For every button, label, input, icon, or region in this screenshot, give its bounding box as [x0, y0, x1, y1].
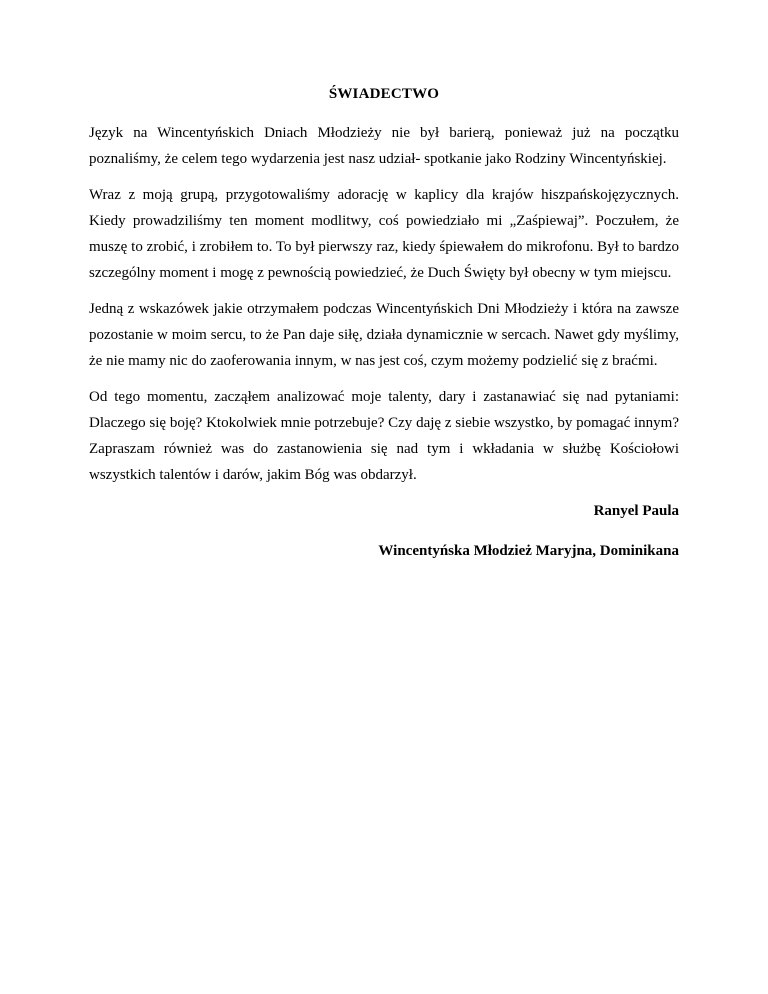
document-body	[89, 84, 679, 564]
paragraph-2: Wraz z moją grupą, przygotowaliśmy adorację w kaplicy dla krajów hiszpańskojęzycznych. Kiedy prowadziliśmy ten moment modlitwy, coś powiedziało mi „Zaśpiewaj”. Poczułem, że muszę to zrobić, i zrobiłem to. To był pierwszy raz, kiedy śpiewałem do mikrofonu. Był to bardzo szczególny moment i mogę z pewnością powiedzieć, że Duch Święty był obecny w tym miejscu.	[89, 187, 679, 281]
document-title: ŚWIADECTWO	[328, 86, 440, 102]
paragraph-3: Jedną z wskazówek jakie otrzymałem podczas Wincentyńskich Dni Młodzieży i która na zawsze pozostanie w moim sercu, to że Pan daje siłę, działa dynamicznie w sercach. Nawet gdy myślimy, że nie mamy nic do zaoferowania innym, w nas jest coś, czym możemy podzielić się z braćmi.	[89, 301, 679, 369]
author-name: Ranyel Paula	[593, 503, 679, 519]
author-affiliation: Wincentyńska Młodzież Maryjna, Dominikana	[378, 543, 679, 559]
paragraph-1: Język na Wincentyńskich Dniach Młodzieży nie był barierą, ponieważ już na początku poznaliśmy, że celem tego wydarzenia jest nasz udział- spotkanie jako Rodziny Wincentyńskiej.	[89, 125, 679, 167]
paragraph-4: Od tego momentu, zacząłem analizować moje talenty, dary i zastanawiać się nad pytaniami: Dlaczego się boję? Ktokolwiek mnie potrzebuje? Czy daję z siebie wszystko, by pomagać innym? Zapraszam również was do zastanowienia się nad tym i wkładania w służbę Kościołowi wszystkich talentów i darów, jakim Bóg was obdarzył.	[89, 389, 679, 483]
